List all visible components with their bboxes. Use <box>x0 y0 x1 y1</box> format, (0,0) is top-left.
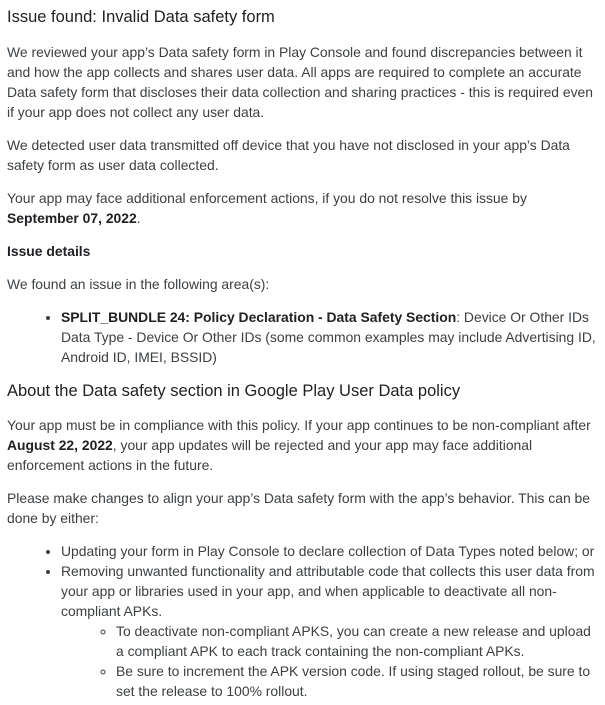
compliance-paragraph <box>7 415 597 475</box>
enforcement-suffix: . <box>136 210 141 226</box>
enforcement-date: September 07, 2022 <box>7 210 137 226</box>
sub-options-list <box>61 621 597 701</box>
issue-area-label: SPLIT_BUNDLE 24: Policy Declaration - Data Safety Section <box>61 309 457 325</box>
areas-intro: We found an issue in the following area(s): <box>7 276 270 292</box>
option-item <box>61 561 597 701</box>
issue-area-item <box>61 307 597 367</box>
option-item: • Updating your form in Play Console to declare collection of Data Types noted below; or <box>61 541 597 561</box>
compliance-text: Your app must be in compliance with this policy. If your app continues to be non-compliant after <box>7 417 591 433</box>
sub-option-item: ◦ Be sure to increment the APK version code. If using staged rollout, be sure to set the release to 100% rollout. <box>116 661 597 701</box>
enforcement-text: Your app may face additional enforcement actions, if you do not resolve this issue by <box>7 190 527 206</box>
enforcement-paragraph <box>7 188 597 228</box>
options-list <box>7 541 597 701</box>
issue-area-list <box>7 307 597 367</box>
option-item-text: Removing unwanted functionality and attributable code that collects this user data from your app or libraries used in your app, and when applicable to deactivate all non-compliant APKs. <box>61 563 595 619</box>
issue-details-heading: Issue details <box>7 243 91 259</box>
compliance-date: August 22, 2022 <box>7 437 113 453</box>
sub-option-item: ◦ To deactivate non-compliant APKS, you can create a new release and upload a compliant APK to each track containing the non-compliant APKs. <box>116 621 597 661</box>
detected-paragraph: We detected user data transmitted off device that you have not disclosed in your app’s Data safety form as user data collected. <box>7 137 570 173</box>
issue-title: Issue found: Invalid Data safety form <box>7 8 275 26</box>
issue-area-description: : Device Or Other IDs Data Type - Device Or Other IDs (some common examples may include Advertising ID, Android ID, IMEI, BSSID) <box>61 309 596 365</box>
changes-paragraph: Please make changes to align your app’s Data safety form with the app’s behavior. This can be done by either: <box>7 490 590 526</box>
intro-paragraph: We reviewed your app’s Data safety form in Play Console and found discrepancies between it and how the app collects and shares user data. All apps are required to complete an accurate Data safety form that discloses their data collection and sharing practices - this is required even if your app does not collect any user data. <box>7 44 594 120</box>
compliance-suffix: , your app updates will be rejected and your app may face additional enforcement actions in the future. <box>7 437 533 473</box>
policy-heading: About the Data safety section in Google Play User Data policy <box>7 382 461 400</box>
